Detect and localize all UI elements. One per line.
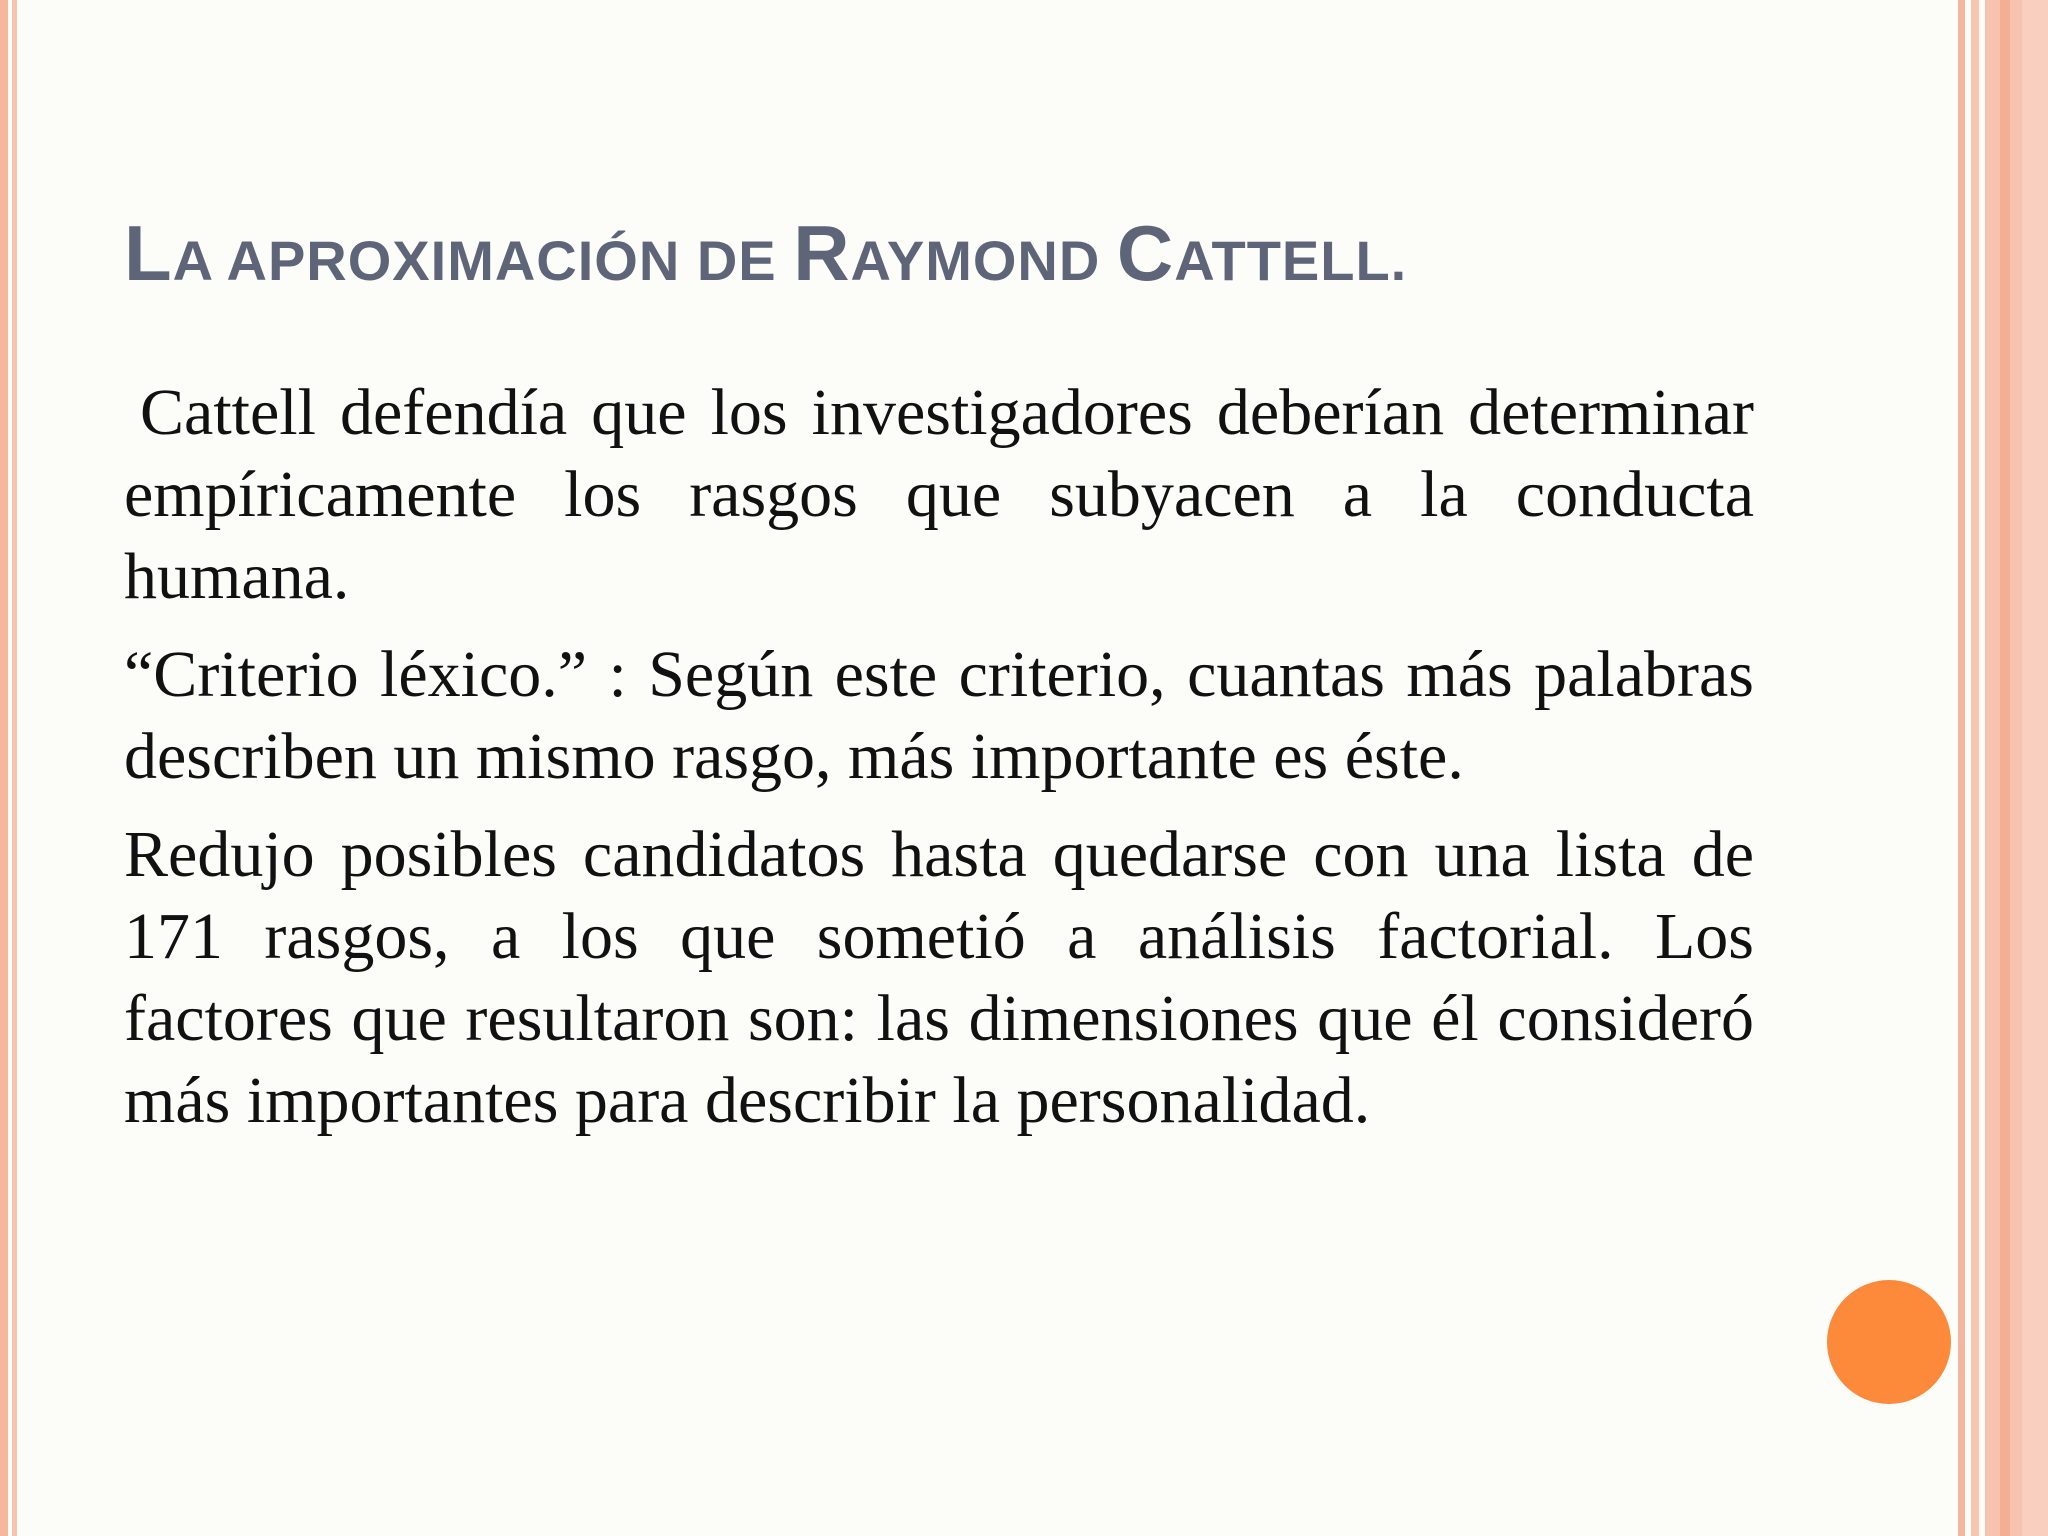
right-border-stripe-4 (2022, 0, 2048, 1536)
paragraph-cattell: Cattell defendía que los investigadores deberían determinar empíricamente los rasgos que subyacen a la conducta humana. (124, 376, 1754, 613)
paragraph-criterio-lexico: “Criterio léxico.” : Según este criterio, cuantas más palabras describen un mismo rasgo, más importante es éste. (124, 638, 1754, 793)
title-rest-2: AYMOND (850, 229, 1117, 292)
left-border-stripe (0, 0, 8, 1536)
slide-body (124, 372, 1754, 1158)
title-rest-3: ATTELL. (1174, 229, 1408, 292)
title-cap-2: R (793, 209, 851, 297)
left-border-stripe-inner (12, 0, 17, 1536)
title-rest-1: A APROXIMACIÓN DE (172, 229, 794, 292)
right-border-stripe-2 (1971, 0, 1979, 1536)
paragraph-rasgos: Redujo posibles candidatos hasta quedarse con una lista de 171 rasgos, a los que sometió a análisis factorial. Los factores que resultaron son: las dimensiones que él consideró más importantes para describir la personalidad. (124, 818, 1754, 1137)
orange-circle-decoration (1827, 1280, 1951, 1404)
right-border-stripe-1 (1958, 0, 1965, 1536)
title-cap-1: L (124, 209, 173, 297)
slide-title (124, 209, 1408, 297)
right-border-stripe-3-inner (2000, 0, 2010, 1536)
title-cap-3: C (1116, 209, 1175, 297)
